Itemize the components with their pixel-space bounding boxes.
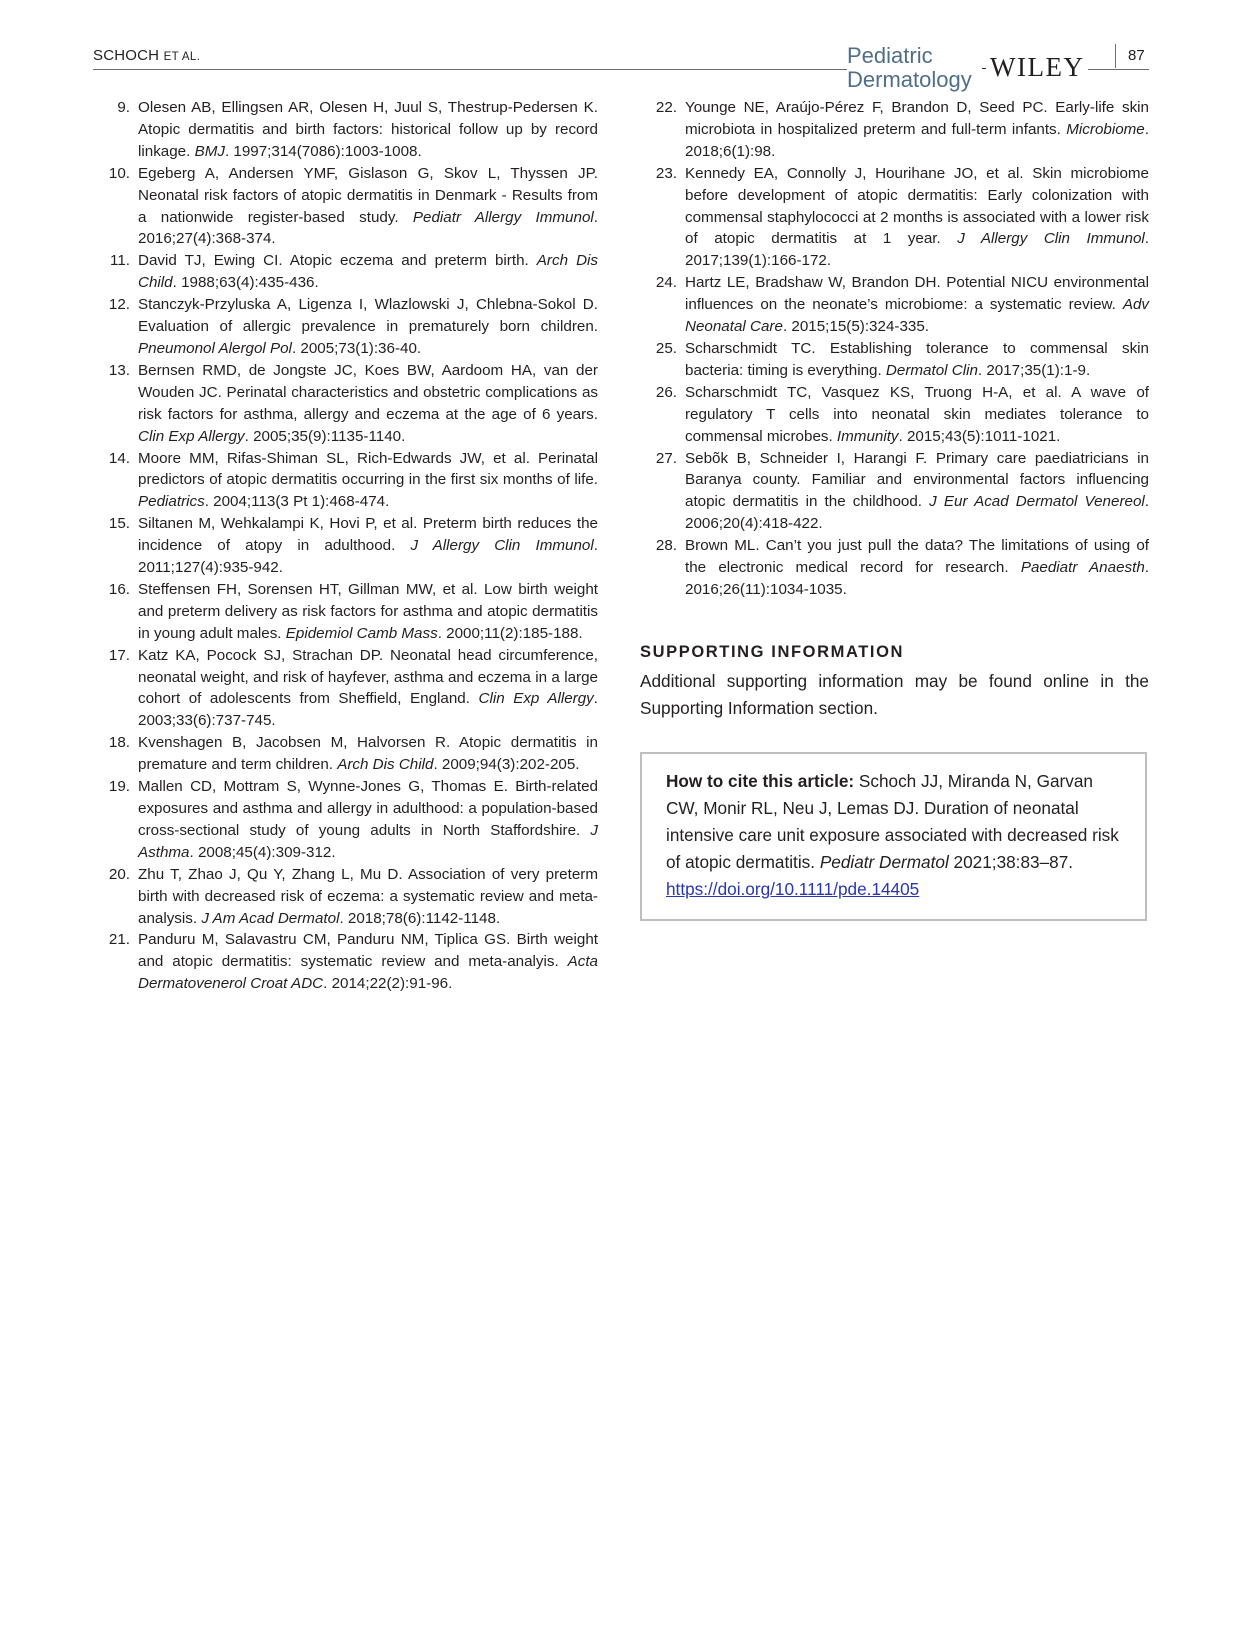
- reference-item: [93, 732, 598, 776]
- reference-number: 20.: [108, 865, 130, 883]
- reference-item: [93, 776, 598, 864]
- reference-segment: Zhu T, Zhao J, Qu Y, Zhang L, Mu D. Association of very preterm birth with decreased risk of eczema: a systematic review and meta-analysis.: [138, 865, 598, 927]
- reference-text: [138, 645, 598, 733]
- running-title: SCHOCH: [93, 47, 164, 64]
- reference-segment: Bernsen RMD, de Jongste JC, Koes BW, Aardoom HA, van der Wouden JC. Perinatal characteristics and obstetric complications as risk factors for asthma, allergy and eczema at the age of 6 years.: [138, 361, 598, 423]
- reference-segment: . 2017;139(1):166-172.: [685, 230, 1149, 270]
- supporting-info-body: Additional supporting information may be found online in the Supporting Information section.: [640, 671, 1149, 718]
- reference-journal: Pediatr Allergy Immunol: [412, 208, 594, 226]
- reference-text: [685, 272, 1149, 338]
- reference-segment: Olesen AB, Ellingsen AR, Olesen H, Juul S, Thestrup-Pedersen K. Atopic dermatitis and birth factors: historical follow up by record linkage.: [138, 99, 598, 160]
- reference-segment: . 1997;314(7086):1003-1008.: [224, 142, 422, 160]
- journal-logo: [847, 44, 991, 92]
- page-number-separator: [1115, 44, 1116, 68]
- running-title-etal: ET AL.: [163, 51, 201, 63]
- reference-number: 10.: [108, 164, 130, 182]
- reference-text: [138, 163, 598, 251]
- reference-item: [93, 645, 598, 733]
- reference-segment: Scharschmidt TC, Vasquez KS, Truong H-A, et al. A wave of regulatory T cells into neonatal skin mediates tolerance to commensal microbes.: [685, 383, 1149, 445]
- reference-journal: Microbiome: [1066, 120, 1145, 138]
- reference-segment: Katz KA, Pocock SJ, Strachan DP. Neonatal head circumference, neonatal weight, and risk of hayfever, asthma and eczema in a large cohort of adolescents from Sheffield, England.: [138, 646, 598, 708]
- reference-number: 12.: [108, 296, 130, 314]
- reference-number: 19.: [108, 778, 130, 796]
- reference-item: [640, 338, 1149, 382]
- reference-number: 15.: [108, 515, 130, 533]
- reference-number: 11.: [110, 252, 130, 270]
- reference-segment: Siltanen M, Wehkalampi K, Hovi P, et al. Preterm birth reduces the incidence of atopy in adulthood.: [138, 515, 598, 555]
- reference-number: 28.: [655, 537, 677, 555]
- reference-segment: . 2016;27(4):368-374.: [138, 208, 598, 248]
- citation-label: How to cite this article:: [666, 771, 855, 791]
- reference-number: 17.: [108, 646, 130, 664]
- reference-segment: . 2018;6(1):98.: [685, 120, 1149, 160]
- reference-item: [640, 272, 1149, 338]
- reference-journal: J Allergy Clin Immunol: [957, 230, 1145, 248]
- running-header: [93, 47, 200, 64]
- reference-text: [138, 732, 598, 776]
- reference-journal: Clin Exp Allergy: [478, 690, 594, 708]
- reference-journal: Arch Dis Child: [138, 252, 599, 292]
- reference-segment: . 2003;33(6):737-745.: [138, 690, 598, 730]
- reference-journal: Epidemiol Camb Mass: [285, 624, 438, 642]
- reference-segment: Kvenshagen B, Jacobsen M, Halvorsen R. Atopic dermatitis in premature and term children.: [138, 734, 598, 774]
- page-number: 87: [1128, 47, 1145, 64]
- reference-segment: . 2015;15(5):324-335.: [782, 318, 930, 336]
- reference-text: [138, 448, 598, 514]
- reference-segment: Younge NE, Araújo-Pérez F, Brandon D, Seed PC. Early-life skin microbiota in hospitalized preterm and full-term infants.: [685, 99, 1149, 138]
- reference-segment: . 2018;78(6):1142-1148.: [339, 909, 501, 927]
- reference-segment: . 2009;94(3):202-205.: [433, 756, 580, 774]
- doi-link[interactable]: https://doi.org/10.1111/pde.14405: [666, 879, 920, 900]
- reference-text: [138, 864, 598, 930]
- journal-name-line1: Pediatric: [847, 43, 933, 68]
- reference-segment: . 2005;73(1):36-40.: [291, 339, 422, 357]
- reference-number: 25.: [655, 339, 677, 357]
- reference-text: [685, 535, 1149, 601]
- reference-segment: . 2011;127(4):935-942.: [138, 537, 598, 577]
- reference-text: [685, 97, 1149, 163]
- reference-text: [685, 338, 1149, 382]
- reference-journal: Acta Dermatovenerol Croat ADC: [138, 953, 598, 993]
- reference-segment: Brown ML. Can’t you just pull the data? The limitations of using of the electronic medical record for research.: [685, 537, 1149, 577]
- reference-number: 22.: [655, 99, 677, 116]
- citation-authors-title: Schoch JJ, Miranda N, Garvan CW, Monir RL, Neu J, Lemas DJ. Duration of neonatal intensive care unit exposure associated with decreased risk of atopic dermatitis.: [666, 771, 1119, 873]
- reference-segment: . 1988;63(4):435-436.: [172, 274, 319, 292]
- reference-journal: Paediatr Anaesth: [1020, 559, 1145, 577]
- reference-segment: . 2016;26(11):1034-1035.: [685, 559, 1150, 598]
- reference-journal: J Eur Acad Dermatol Venereol: [929, 493, 1145, 511]
- reference-journal: Dermatol Clin: [885, 361, 978, 379]
- reference-segment: . 2008;45(4):309-312.: [189, 843, 336, 861]
- reference-text: [138, 294, 598, 360]
- reference-journal: BMJ: [194, 142, 225, 160]
- reference-text: [138, 929, 598, 995]
- reference-segment: . 2005;35(9):1135-1140.: [244, 427, 406, 445]
- reference-journal: Clin Exp Allergy: [138, 427, 245, 445]
- reference-journal: Arch Dis Child: [337, 756, 434, 774]
- reference-text: [685, 382, 1149, 448]
- reference-segment: . 2004;113(3 Pt 1):468-474.: [204, 493, 390, 511]
- reference-number: 9.: [117, 99, 130, 116]
- reference-item: [93, 864, 598, 930]
- citation-volume: 2021;38:83–87.: [948, 852, 1074, 873]
- reference-item: [93, 513, 598, 579]
- reference-segment: Panduru M, Salavastru CM, Panduru NM, Tiplica GS. Birth weight and atopic dermatitis: systematic review and meta-analyis.: [138, 931, 598, 971]
- citation-box: [640, 752, 1147, 921]
- reference-text: [138, 513, 598, 579]
- publisher-logo: WILEY: [986, 52, 1088, 83]
- reference-text: [138, 360, 598, 448]
- reference-item: [93, 579, 598, 645]
- reference-number: 16.: [108, 580, 130, 598]
- reference-segment: . 2017;35(1):1-9.: [977, 361, 1091, 379]
- reference-segment: . 2015;43(5):1011-1021.: [898, 427, 1061, 445]
- reference-journal: Pneumonol Alergol Pol: [138, 339, 292, 357]
- reference-segment: Stanczyk-Przyluska A, Ligenza I, Wlazlowski J, Chlebna-Sokol D. Evaluation of allergic prevalence in prematurely born children.: [138, 296, 598, 336]
- reference-number: 13.: [108, 361, 130, 379]
- reference-number: 26.: [655, 383, 677, 401]
- reference-segment: . 2000;11(2):185-188.: [437, 624, 583, 642]
- reference-segment: Hartz LE, Bradshaw W, Brandon DH. Potential NICU environmental influences on the neonate’s microbiome: a systematic review.: [685, 274, 1149, 314]
- reference-segment: . 2014;22(2):91-96.: [323, 975, 453, 993]
- reference-number: 21.: [108, 931, 130, 949]
- reference-segment: Egeberg A, Andersen YMF, Gislason G, Skov L, Thyssen JP. Neonatal risk factors of atopic dermatitis in Denmark - Results from a nationwide register-based study.: [138, 164, 598, 226]
- reference-segment: Scharschmidt TC. Establishing tolerance to commensal skin bacteria: timing is everything.: [685, 339, 1149, 379]
- reference-text: [138, 579, 598, 645]
- reference-text: [685, 163, 1149, 273]
- reference-segment: . 2006;20(4):418-422.: [685, 493, 1150, 533]
- reference-item: [640, 97, 1149, 163]
- reference-item: [93, 448, 598, 514]
- journal-name-line2: Dermatology: [847, 67, 972, 92]
- reference-item: [93, 360, 598, 448]
- reference-text: [138, 97, 598, 163]
- references-left-column: [93, 97, 598, 995]
- reference-number: 18.: [108, 734, 130, 752]
- reference-item: [93, 163, 598, 251]
- reference-item: [93, 294, 598, 360]
- reference-item: [640, 382, 1149, 448]
- citation-journal: Pediatr Dermatol: [819, 852, 949, 873]
- reference-segment: Steffensen FH, Sorensen HT, Gillman MW, et al. Low birth weight and preterm delivery as risk factors for asthma and atopic dermatitis in young adult males.: [138, 580, 598, 642]
- reference-journal: Immunity: [836, 427, 899, 445]
- reference-item: [93, 250, 598, 294]
- supporting-info-heading: SUPPORTING INFORMATION: [640, 643, 905, 661]
- reference-journal: J Asthma: [138, 821, 598, 861]
- reference-journal: J Am Acad Dermatol: [201, 909, 340, 927]
- reference-journal: Adv Neonatal Care: [685, 296, 1149, 336]
- reference-text: [138, 776, 598, 864]
- reference-item: [640, 535, 1149, 601]
- reference-number: 23.: [655, 164, 677, 182]
- reference-number: 24.: [655, 274, 677, 292]
- reference-item: [640, 163, 1149, 273]
- reference-number: 27.: [655, 449, 677, 467]
- references-right-column: [640, 97, 1149, 601]
- reference-item: [93, 929, 598, 995]
- reference-journal: J Allergy Clin Immunol: [410, 537, 594, 555]
- reference-number: 14.: [108, 449, 130, 467]
- reference-journal: Pediatrics: [138, 493, 205, 511]
- reference-segment: Kennedy EA, Connolly J, Hourihane JO, et al. Skin microbiome before development of atopic dermatitis: Early colonization with commensal staphylococci at 2 months is associated with a lower risk of atopic dermatitis at 1 year.: [685, 164, 1149, 248]
- reference-segment: Sebõk B, Schneider I, Harangi F. Primary care paediatricians in Baranya county. Familiar and environmental factors influencing atopic dermatitis in the childhood.: [685, 449, 1149, 511]
- reference-text: [138, 250, 598, 294]
- citation-text: [666, 768, 1126, 903]
- reference-text: [685, 448, 1149, 536]
- reference-item: [640, 448, 1149, 536]
- reference-segment: Mallen CD, Mottram S, Wynne-Jones G, Thomas E. Birth-related exposures and asthma and allergy in adulthood: a population-based cross-sectional study of young adults in North Staffordshire.: [138, 778, 598, 839]
- reference-segment: David TJ, Ewing CI. Atopic eczema and preterm birth.: [138, 252, 537, 270]
- reference-item: [93, 97, 598, 163]
- reference-segment: Moore MM, Rifas-Shiman SL, Rich-Edwards JW, et al. Perinatal predictors of atopic dermatitis occurring in the first six months of life.: [138, 449, 598, 489]
